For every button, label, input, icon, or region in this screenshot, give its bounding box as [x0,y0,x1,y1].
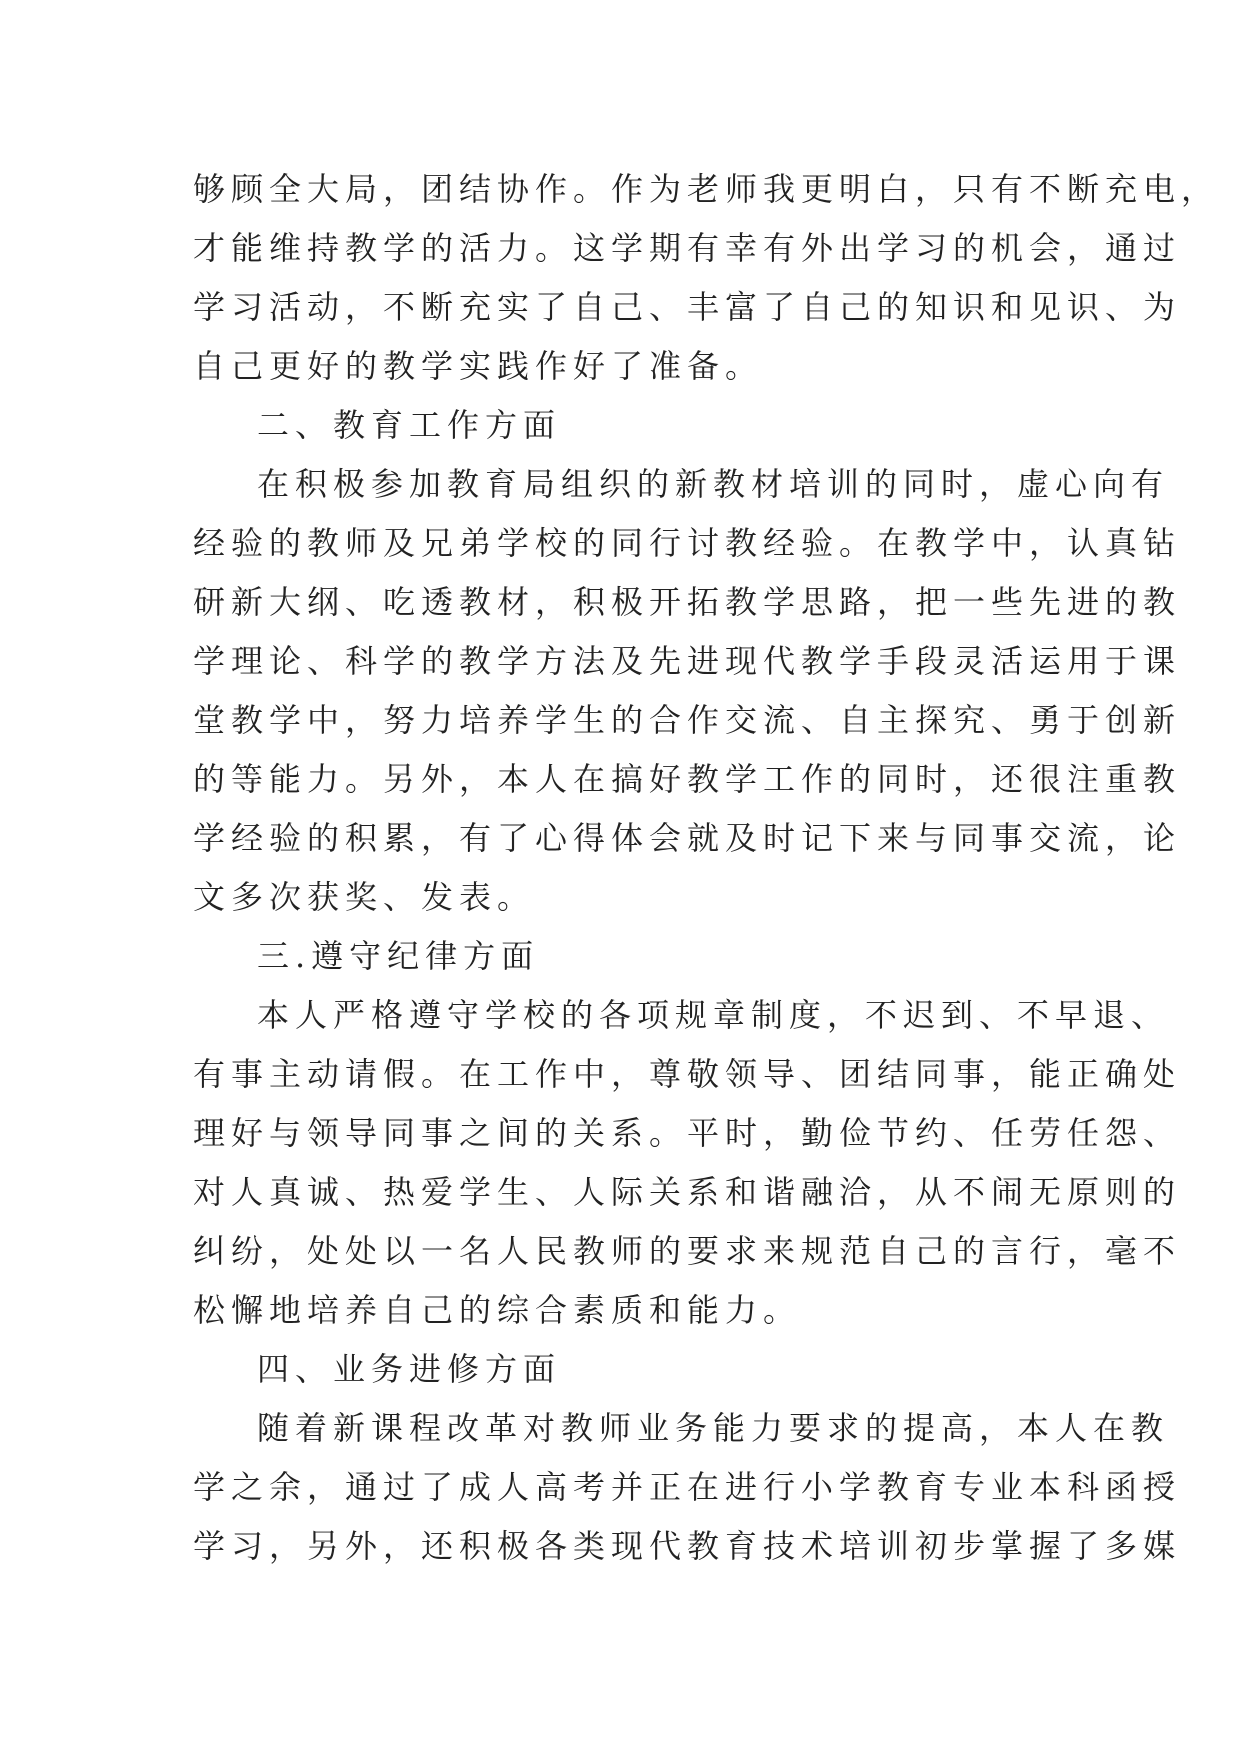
section-heading: 三.遵守纪律方面 [257,937,540,975]
text-line: 学理论、科学的教学方法及先进现代教学手段灵活运用于课 [193,642,1182,680]
text-line: 学经验的积累，有了心得体会就及时记下来与同事交流，论 [193,819,1182,857]
text-line: 的等能力。另外，本人在搞好教学工作的同时，还很注重教 [193,760,1182,798]
section-heading: 二、教育工作方面 [257,406,562,444]
section-heading: 四、业务进修方面 [257,1350,562,1388]
text-line: 理好与领导同事之间的关系。平时，勤俭节约、任劳任怨、 [193,1114,1182,1152]
text-line: 在积极参加教育局组织的新教材培训的同时，虚心向有 [257,465,1170,503]
text-line: 随着新课程改革对教师业务能力要求的提高，本人在教 [257,1409,1170,1447]
text-line: 学习活动，不断充实了自己、丰富了自己的知识和见识、为 [193,288,1182,326]
text-line: 本人严格遵守学校的各项规章制度，不迟到、不早退、 [257,996,1170,1034]
text-line: 纠纷，处处以一名人民教师的要求来规范自己的言行，毫不 [193,1232,1182,1270]
text-line: 自己更好的教学实践作好了准备。 [193,347,764,385]
text-line: 文多次获奖、发表。 [193,878,536,916]
text-line: 堂教学中，努力培养学生的合作交流、自主探究、勇于创新 [193,701,1182,739]
text-line: 才能维持教学的活力。这学期有幸有外出学习的机会，通过 [193,229,1182,267]
text-line: 经验的教师及兄弟学校的同行讨教经验。在教学中，认真钻 [193,524,1182,562]
text-line: 对人真诚、热爱学生、人际关系和谐融洽，从不闹无原则的 [193,1173,1182,1211]
text-line: 研新大纲、吃透教材，积极开拓教学思路，把一些先进的教 [193,583,1182,621]
text-line: 学之余，通过了成人高考并正在进行小学教育专业本科函授 [193,1468,1182,1506]
text-line: 有事主动请假。在工作中，尊敬领导、团结同事，能正确处 [193,1055,1182,1093]
text-line: 学习，另外，还积极各类现代教育技术培训初步掌握了多媒 [193,1527,1182,1565]
text-line: 松懈地培养自己的综合素质和能力。 [193,1291,802,1329]
text-line: 够顾全大局，团结协作。作为老师我更明白，只有不断充电， [193,170,1220,208]
document-body [193,160,1220,1576]
